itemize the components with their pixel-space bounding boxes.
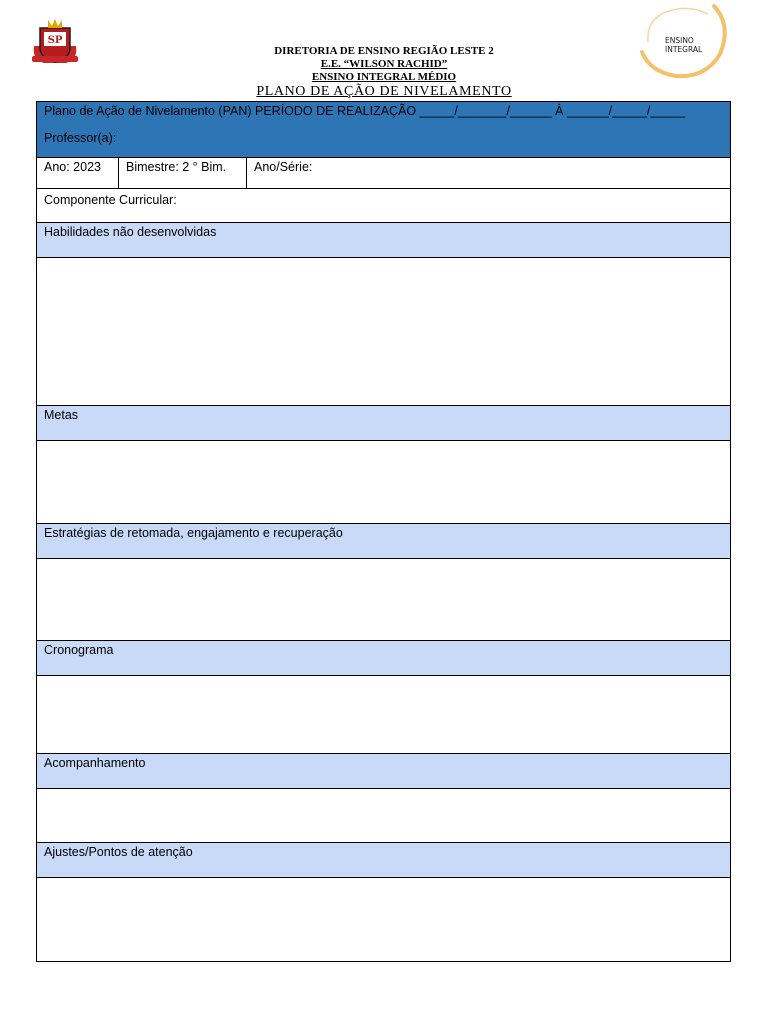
ano-row [37,158,730,189]
header-school-name: E.E. “WILSON RACHID” [320,58,448,70]
section-label: Ajustes/Pontos de atenção [44,845,193,859]
section-label: Acompanhamento [44,756,146,770]
plan-header-row [37,102,730,158]
section-body-estrategias[interactable] [37,559,730,641]
header-ensino-integral: ENSINO INTEGRAL MÉDIO [311,71,457,83]
section-body-habilidades[interactable] [37,258,730,406]
professor-field[interactable]: Professor(a): [44,131,117,145]
header-diretoria: DIRETORIA DE ENSINO REGIÃO LESTE 2 [274,45,494,57]
logo-text-line2: INTEGRAL [665,45,703,54]
section-label: Habilidades não desenvolvidas [44,225,217,239]
ano-serie-label: Ano/Série: [254,160,313,174]
bimestre-label: Bimestre: 2 ° Bim. [126,160,227,174]
bimestre-cell [119,158,247,188]
section-label: Metas [44,408,79,422]
plan-form [36,101,731,962]
section-body-cronograma[interactable] [37,676,730,754]
section-header-acompanhamento [37,754,730,789]
section-body-acompanhamento[interactable] [37,789,730,843]
section-header-metas [37,406,730,441]
componente-curricular-row[interactable] [37,189,730,223]
ano-serie-cell[interactable] [247,158,730,188]
section-header-cronograma [37,641,730,676]
page-title: PLANO DE AÇÃO DE NIVELAMENTO [256,84,512,99]
section-label: Estratégias de retomada, engajamento e recuperação [44,526,343,540]
crest-text: SP [47,35,63,46]
plan-period-label: Plano de Ação de Nivelamento (PAN) PERÍODO DE REALIZAÇÃO _____/_______/______ À ______/_____/_____ [44,104,686,118]
section-body-metas[interactable] [37,441,730,524]
section-body-ajustes[interactable] [37,878,730,961]
section-label: Cronograma [44,643,114,657]
section-header-estrategias [37,524,730,559]
ano-cell [37,158,119,188]
section-header-ajustes [37,843,730,878]
logo-text-line1: ENSINO [665,36,694,45]
ano-label: Ano: 2023 [44,160,101,174]
section-header-habilidades [37,223,730,258]
componente-curricular-label: Componente Curricular: [44,193,177,207]
